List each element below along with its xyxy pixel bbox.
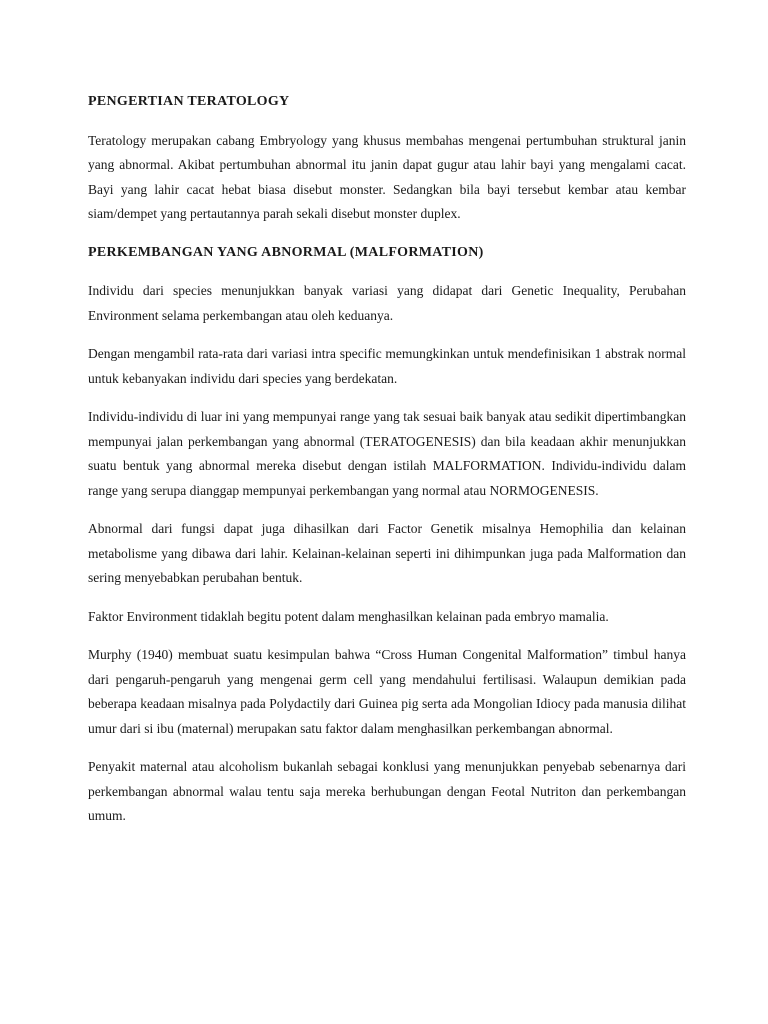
paragraph-individu-species: Individu dari species menunjukkan banyak variasi yang didapat dari Genetic Inequality, Perubahan Environment selama perkembangan atau oleh keduanya.	[88, 283, 686, 323]
heading-perkembangan-abnormal: PERKEMBANGAN YANG ABNORMAL (MALFORMATION)	[88, 244, 484, 260]
paragraph-teratology-definition: Teratology merupakan cabang Embryology yang khusus membahas mengenai pertumbuhan struktural janin yang abnormal. Akibat pertumbuhan abnormal itu janin dapat gugur atau lahir bayi yang mengalami cacat. Bayi yang lahir cacat hebat biasa disebut monster. Sedangkan bila bayi tersebut kembar atau kembar siam/dempet yang pertautannya parah sekali disebut monster duplex.	[88, 132, 686, 221]
paragraph-teratogenesis-malformation: Individu-individu di luar ini yang mempunyai range yang tak sesuai baik banyak atau sedikit dipertimbangkan mempunyai jalan perkembangan yang abnormal (TERATOGENESIS) dan bila keadaan akhir menunjukkan suatu bentuk yang abnormal mereka disebut dengan istilah MALFORMATION. Individu-individu dalam range yang serupa dianggap mempunyai perkembangan yang normal atau NORMOGENESIS.	[88, 409, 686, 498]
heading-pengertian-teratology: PENGERTIAN TERATOLOGY	[88, 94, 290, 109]
paragraph-rata-rata-variasi: Dengan mengambil rata-rata dari variasi intra specific memungkinkan untuk mendefinisikan 1 abstrak normal untuk kebanyakan individu dari species yang berdekatan.	[88, 346, 686, 386]
paragraph-penyakit-maternal: Penyakit maternal atau alcoholism bukanlah sebagai konklusi yang menunjukkan penyebab sebenarnya dari perkembangan abnormal walau tentu saja mereka berhubungan dengan Feotal Nutriton dan perkembangan umum.	[88, 759, 686, 823]
paragraph-murphy-1940: Murphy (1940) membuat suatu kesimpulan bahwa “Cross Human Congenital Malformation” timbul hanya dari pengaruh-pengaruh yang mengenai germ cell yang mendahului fertilisasi. Walaupun demikian pada beberapa keadaan misalnya pada Polydactily dari Guinea pig serta ada Mongolian Idiocy pada manusia dilihat umur dari si ibu (maternal) merupakan satu faktor dalam menghasilkan perkembangan abnormal.	[88, 647, 686, 736]
paragraph-factor-genetik: Abnormal dari fungsi dapat juga dihasilkan dari Factor Genetik misalnya Hemophilia dan kelainan metabolisme yang dibawa dari lahir. Kelainan-kelainan seperti ini dihimpunkan juga pada Malformation dan sering menyebabkan perubahan bentuk.	[88, 521, 686, 585]
paragraph-faktor-environment: Faktor Environment tidaklah begitu potent dalam menghasilkan kelainan pada embryo mamalia.	[88, 608, 609, 624]
